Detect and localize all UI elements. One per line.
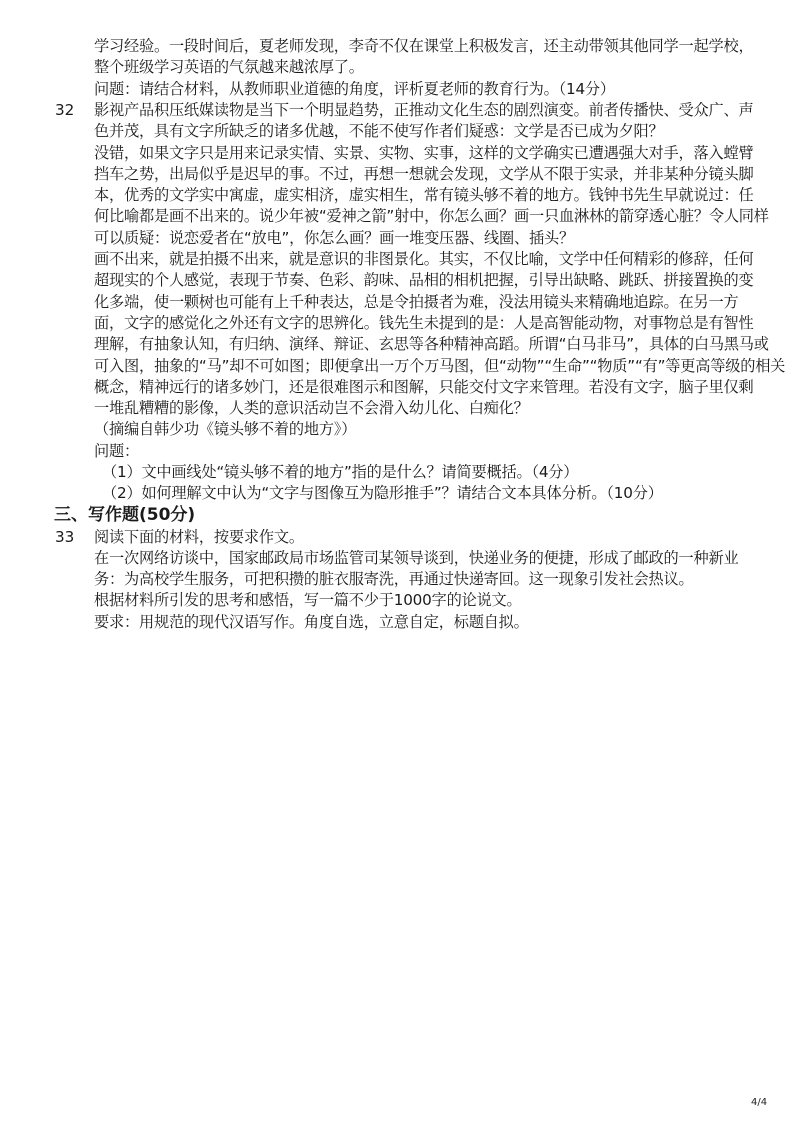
q33-text-line: 务：为高校学生服务，可把积攒的脏衣服寄洗，再通过快递寄回。这一现象引发社会热议。 [94, 570, 694, 589]
question-number-32: 32 [55, 100, 75, 119]
q33-requirements: 要求：用规范的现代汉语写作。角度自选，立意自定，标题自拟。 [94, 612, 529, 631]
q32-text-line: 可以质疑：说恋爱者在“放电”，你怎么画？画一堆变压器、线圈、插头？ [94, 228, 574, 247]
q33-text-line: 阅读下面的材料，按要求作文。 [94, 527, 304, 546]
q31-text-line: 整个班级学习英语的气氛越来越浓厚了。 [94, 58, 364, 77]
q32-text-line: 本，优秀的文学实中寓虚，虚实相济，虚实相生，常有镜头够不着的地方。钱钟书先生早就说过：任 [94, 186, 754, 205]
q32-text-line: 面，文字的感觉化之外还有文字的思辨化。钱先生未提到的是：人是高智能动物，对事物总是有智性 [94, 313, 754, 332]
q31-question: 问题：请结合材料，从教师职业道德的角度，评析夏老师的教育行为。（14分） [94, 79, 615, 98]
q32-text-line: 挡车之势，出局似乎是迟早的事。不过，再想一想就会发现，文学从不限于实录，并非某种分镜头脚 [94, 164, 754, 183]
section-heading-writing: 三、写作题(50分) [54, 505, 196, 525]
q32-source-citation: （摘编自韩少功《镜头够不着的地方》） [94, 420, 357, 439]
q32-sub-question-2: （2）如何理解文中认为“文字与图像互为隐形推手”？请结合文本具体分析。（10分） [102, 484, 663, 503]
q33-text-line: 在一次网络访谈中，国家邮政局市场监管司某领导谈到，快递业务的便捷，形成了邮政的一种新业 [94, 548, 739, 567]
q32-text-line: 可入图，抽象的“马”却不可如图；即便拿出一万个万马图，但“动物”“生命”“物质”“有”等更高等级的相关 [94, 356, 786, 375]
q32-text-line: 没错，如果文字只是用来记录实情、实景、实物、实事，这样的文学确实已遭遇强大对手，落入螳臂 [94, 143, 754, 162]
q32-sub-question-1: （1）文中画线处“镜头够不着的地方”指的是什么？请简要概括。（4分） [102, 463, 579, 481]
q33-text-line: 根据材料所引发的思考和感悟，写一篇不少于1000字的论说文。 [94, 591, 522, 610]
q32-text-line: 何比喻都是画不出来的。说少年被“爱神之箭”射中，你怎么画？画一只血淋林的箭穿透心脏？令人同样 [94, 207, 769, 226]
question-number-33: 33 [55, 527, 75, 546]
q32-text-line: 超现实的个人感觉，表现于节奏、色彩、韵味、品相的相机把握，引导出缺略、跳跃、拼接置换的变 [94, 271, 754, 290]
q32-text-line: 理解，有抽象认知，有归纳、演绎、辩证、玄思等各种精神高蹈。所谓“白马非马”，具体的白马黑马或 [94, 335, 769, 354]
q31-text-line: 学习经验。一段时间后，夏老师发现，李奇不仅在课堂上积极发言，还主动带领其他同学一起学校， [94, 37, 754, 55]
page-number: 4/4 [751, 1097, 768, 1108]
q32-text-line: 画不出来，就是拍摄不出来，就是意识的非图景化。其实，不仅比喻，文学中任何精彩的修辞，任何 [94, 250, 754, 268]
q32-text-line: 化多端，使一颗树也可能有上千种表达，总是令拍摄者为难，没法用镜头来精确地追踪。在另一方 [94, 292, 739, 311]
q32-question-label: 问题： [94, 441, 139, 460]
q32-text-line: 影视产品积压纸媒读物是当下一个明显趋势，正推动文化生态的剧烈演变。前者传播快、受众广、声 [94, 100, 754, 119]
q32-text-line: 色并茂，具有文字所缺乏的诸多优越，不能不使写作者们疑惑：文学是否已成为夕阳？ [94, 122, 664, 141]
q32-text-line: 一堆乱糟糟的影像，人类的意识活动岂不会滑入幼儿化、白痴化？ [94, 399, 529, 418]
q32-text-line: 概念，精神远行的诸多妙门，还是很难图示和图解，只能交付文字来管理。若没有文字，脑子里仅剩 [94, 377, 754, 396]
